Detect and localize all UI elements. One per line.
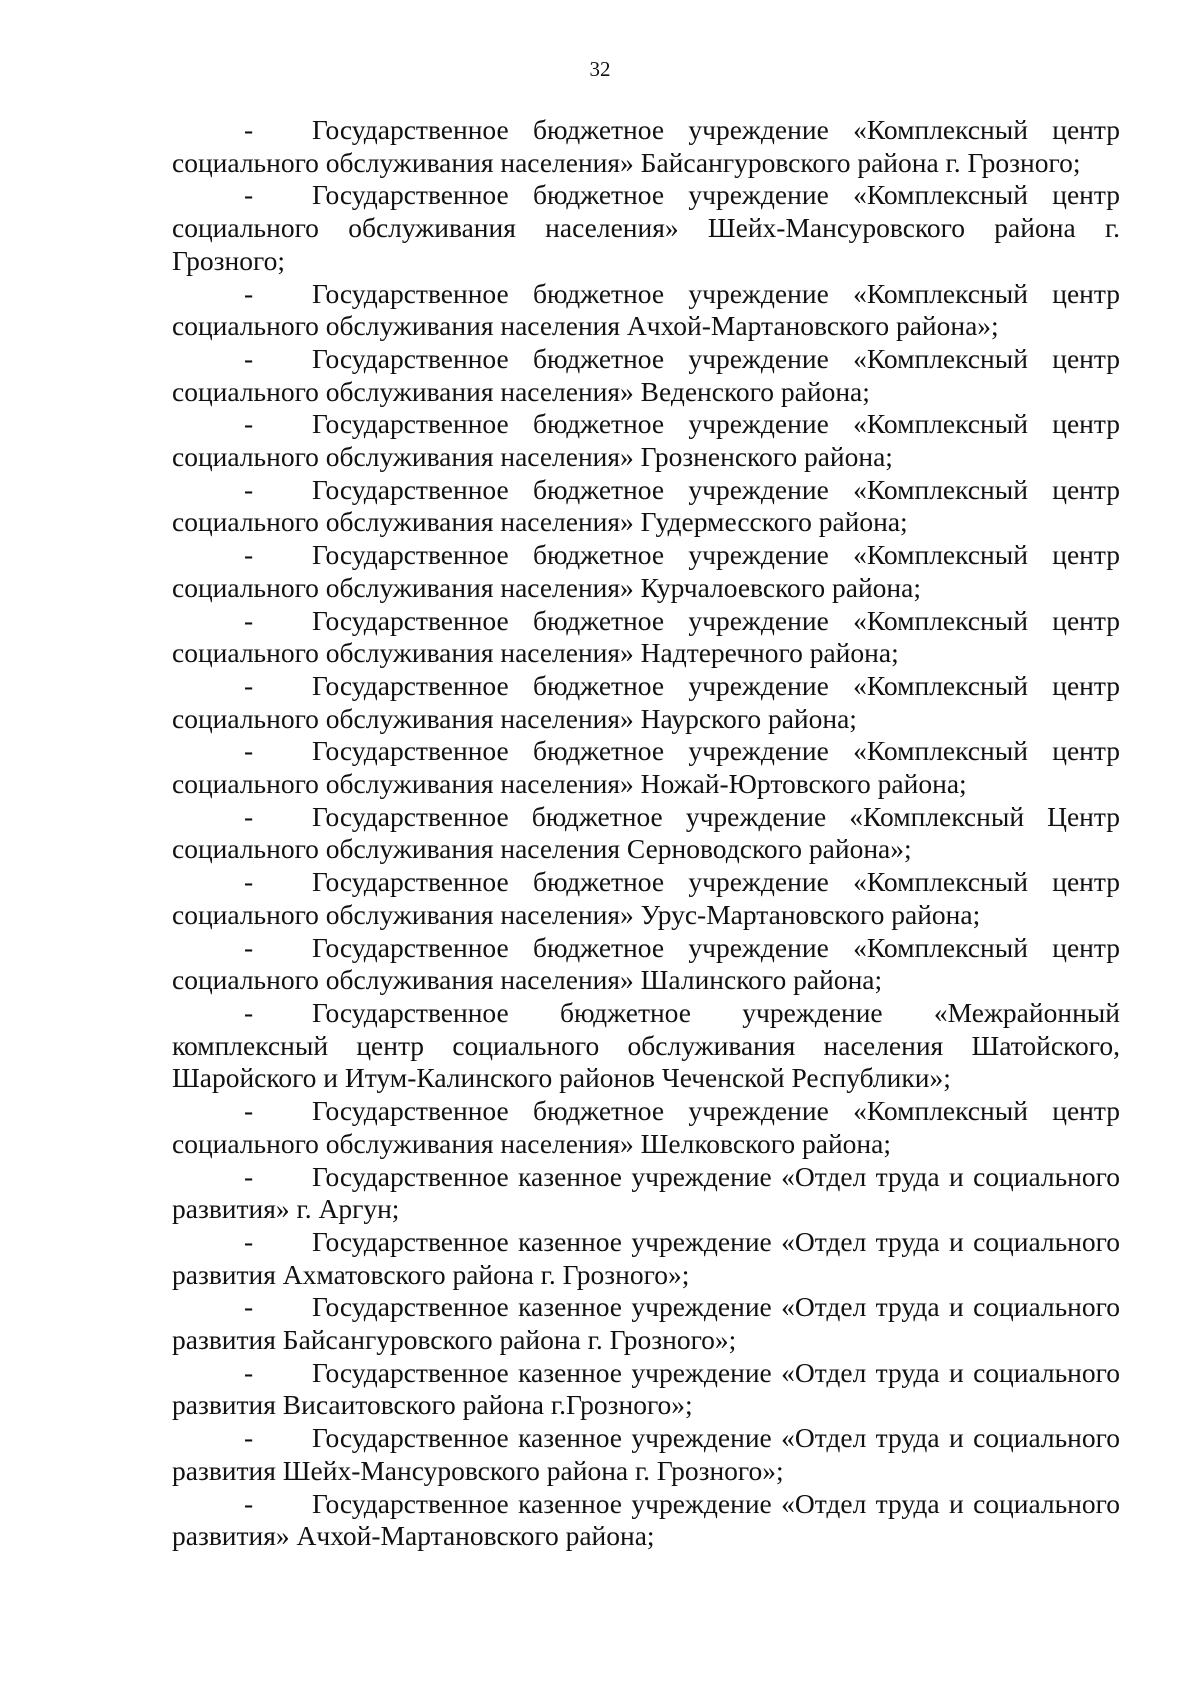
- list-dash: -: [244, 114, 254, 145]
- list-item-text: Государственное бюджетное учреждение «Комплексный центр социального обслуживания населения» Курчалоевского района;: [172, 539, 1120, 603]
- list-dash: -: [244, 1095, 254, 1127]
- list-item: [172, 278, 1120, 343]
- list-item: [172, 1357, 1120, 1422]
- list-dash: -: [244, 539, 254, 571]
- list-dash: -: [244, 408, 254, 440]
- list-dash: -: [244, 604, 254, 636]
- list-item-text: Государственное казенное учреждение «Отдел труда и социального развития Байсангуровского района г. Грозного»;: [172, 1291, 1120, 1356]
- list-item: [172, 1226, 1120, 1291]
- list-dash: -: [244, 473, 254, 505]
- list-item: [172, 1422, 1120, 1487]
- list-dash: -: [244, 931, 254, 963]
- list-item: [172, 735, 1120, 800]
- list-item-text: Государственное бюджетное учреждение «Комплексный центр социального обслуживания населения» Шейх-Мансуровского района г. Грозного;: [172, 179, 1120, 276]
- list-dash: -: [244, 1356, 254, 1388]
- list-dash: -: [244, 277, 254, 309]
- list-item-text: Государственное бюджетное учреждение «Комплексный центр социального обслуживания населения» Шелковского района;: [172, 1095, 1120, 1159]
- list-item: [172, 605, 1120, 670]
- list-item: [172, 539, 1120, 604]
- list-item-text: Государственное казенное учреждение «Отдел труда и социального развития Шейх-Мансуровского района г. Грозного»;: [172, 1422, 1120, 1486]
- list-item-text: Государственное бюджетное учреждение «Комплексный центр социального обслуживания населения» Байсангуровского района г. Грозного;: [172, 114, 1120, 178]
- list-item-text: Государственное казенное учреждение «Отдел труда и социального развития» г. Аргун;: [172, 1160, 1120, 1225]
- list-item: [172, 408, 1120, 473]
- list-item: [172, 866, 1120, 931]
- list-item-text: Государственное бюджетное учреждение «Комплексный центр социального обслуживания населения» Гудермесского района;: [172, 473, 1120, 538]
- list-dash: -: [244, 1291, 254, 1323]
- page-number: 32: [589, 57, 611, 81]
- list-item: [172, 343, 1120, 408]
- list-dash: -: [244, 1225, 254, 1257]
- institution-list: [172, 114, 1120, 1553]
- list-dash: -: [244, 342, 254, 374]
- list-item: [172, 932, 1120, 997]
- list-dash: -: [244, 735, 254, 767]
- list-dash: -: [244, 996, 254, 1028]
- list-dash: -: [244, 669, 254, 701]
- list-dash: -: [244, 1422, 254, 1454]
- list-item-text: Государственное бюджетное учреждение «Комплексный центр социального обслуживания населения» Шалинского района;: [172, 931, 1120, 996]
- list-item-text: Государственное бюджетное учреждение «Комплексный центр социального обслуживания населения» Ножай-Юртовского района;: [172, 735, 1120, 800]
- list-item: [172, 997, 1120, 1095]
- list-dash: -: [244, 179, 254, 211]
- list-item-text: Государственное бюджетное учреждение «Комплексный центр социального обслуживания населения» Наурского района;: [172, 669, 1120, 734]
- list-dash: -: [244, 1487, 254, 1519]
- list-item-text: Государственное бюджетное учреждение «Комплексный центр социального обслуживания населения» Веденского района;: [172, 342, 1120, 407]
- list-dash: -: [244, 866, 254, 898]
- list-item-text: Государственное бюджетное учреждение «Комплексный центр социального обслуживания населения Ачхой-Мартановского района»;: [172, 277, 1120, 342]
- list-item: [172, 474, 1120, 539]
- list-item: [172, 114, 1120, 179]
- list-item: [172, 801, 1120, 866]
- list-item-text: Государственное бюджетное учреждение «Комплексный центр социального обслуживания населения» Урус-Мартановского района;: [172, 866, 1120, 930]
- list-item: [172, 670, 1120, 735]
- list-dash: -: [244, 1160, 254, 1192]
- list-dash: -: [244, 800, 254, 832]
- list-item-text: Государственное казенное учреждение «Отдел труда и социального развития Висаитовского района г.Грозного»;: [172, 1356, 1120, 1421]
- list-item: [172, 1161, 1120, 1226]
- list-item-text: Государственное бюджетное учреждение «Межрайонный комплексный центр социального обслуживания населения Шатойского, Шаройского и Итум-Калинского районов Чеченской Республики»;: [172, 996, 1120, 1094]
- list-item-text: Государственное казенное учреждение «Отдел труда и социального развития Ахматовского района г. Грозного»;: [172, 1225, 1120, 1290]
- list-item-text: Государственное бюджетное учреждение «Комплексный центр социального обслуживания населения» Грозненского района;: [172, 408, 1120, 473]
- list-item: [172, 1488, 1120, 1553]
- list-item: [172, 179, 1120, 277]
- list-item: [172, 1095, 1120, 1160]
- list-item-text: Государственное казенное учреждение «Отдел труда и социального развития» Ачхой-Мартановского района;: [172, 1487, 1120, 1552]
- list-item: [172, 1291, 1120, 1356]
- list-item-text: Государственное бюджетное учреждение «Комплексный Центр социального обслуживания населения Серноводского района»;: [172, 800, 1120, 865]
- list-item-text: Государственное бюджетное учреждение «Комплексный центр социального обслуживания населения» Надтеречного района;: [172, 604, 1120, 669]
